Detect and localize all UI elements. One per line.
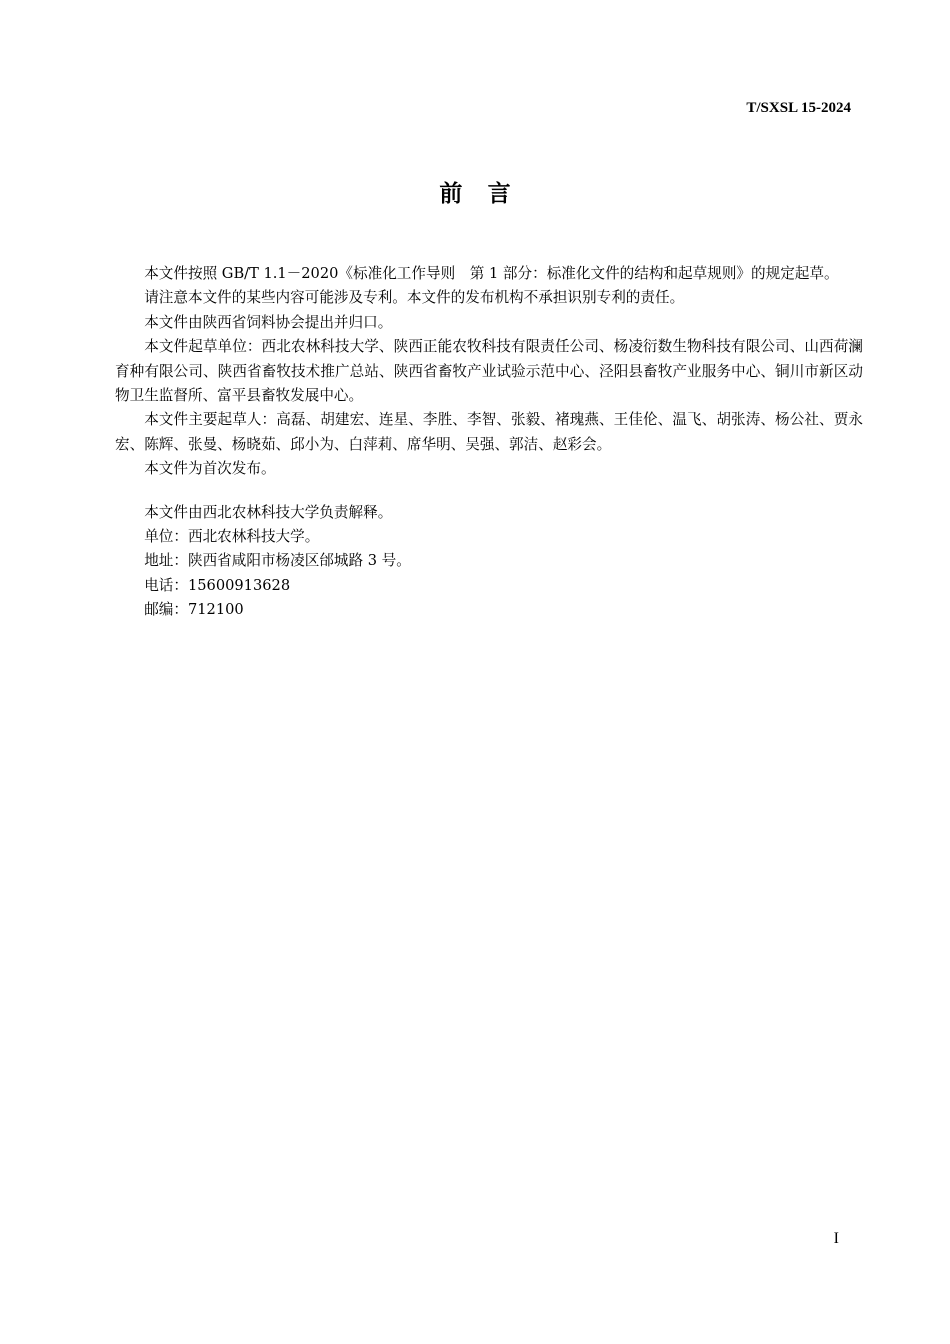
document-code: T/SXSL 15-2024 xyxy=(746,100,851,116)
title-char-1: 前 xyxy=(439,181,463,207)
paragraph-proposer: 本文件由陕西省饲料协会提出并归口。 xyxy=(144,313,393,331)
paragraph-patent-notice: 请注意本文件的某些内容可能涉及专利。本文件的发布机构不承担识别专利的责任。 xyxy=(144,289,685,307)
foreword-body xyxy=(115,262,863,623)
contact-phone: 电话：15600913628 xyxy=(144,576,291,594)
paragraph-gap xyxy=(115,482,863,501)
paragraph-standard-basis: 本文件按照 GB/T 1.1－2020《标准化工作导则 第 1 部分：标准化文件的结构和起草规则》的规定起草。 xyxy=(144,265,839,282)
section-title xyxy=(0,175,950,208)
contact-interpretation: 本文件由西北农林科技大学负责解释。 xyxy=(144,503,393,521)
paragraph-drafters: 本文件主要起草人：高磊、胡建宏、连星、李胜、李智、张毅、褚瑰燕、王佳伦、温飞、胡张涛、杨公社、贾永宏、陈辉、张曼、杨晓茹、邱小为、白萍莉、席华明、吴强、郭洁、赵彩会。 xyxy=(115,411,863,453)
contact-unit: 单位：西北农林科技大学。 xyxy=(144,528,320,546)
paragraph-drafting-units: 本文件起草单位：西北农林科技大学、陕西正能农牧科技有限责任公司、杨凌衍数生物科技有限公司、山西荷澜育种有限公司、陕西省畜牧技术推广总站、陕西省畜牧产业试验示范中心、泾阳县畜牧产业服务中心、铜川市新区动物卫生监督所、富平县畜牧发展中心。 xyxy=(115,338,863,405)
title-char-2: 言 xyxy=(487,181,511,207)
contact-address: 地址：陕西省咸阳市杨凌区邰城路 3 号。 xyxy=(144,552,411,570)
page-number: I xyxy=(833,1230,839,1247)
paragraph-first-release: 本文件为首次发布。 xyxy=(144,460,276,478)
contact-postcode: 邮编：712100 xyxy=(144,601,244,619)
